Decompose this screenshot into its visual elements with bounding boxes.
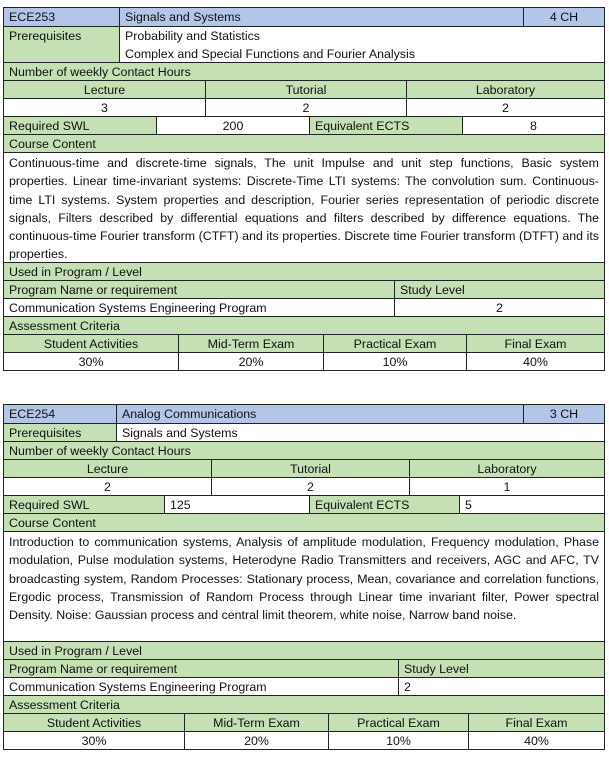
contact-hours-values-row [4,477,604,495]
course-content-text: Continuous-time and discrete-time signals, The unit Impulse and unit step functions, Basic system properties. Linear time-invariant systems: Discrete-Time LTI systems: The convolution sum. Continuous-time LTI systems. System properties and description, Fourier series representation of periodic discrete signals, Filters described by differential equations and filters described by difference equations. The continuous-time Fourier transform (CTFT) and its properties. Discrete time Fourier transform (DTFT) and its properties. [4,153,604,262]
lecture-hours: 3 [4,99,205,116]
course-content-row [4,152,604,262]
lecture-header: Lecture [4,81,205,98]
final-exam-weight: 40% [468,732,604,749]
credit-hours: 4 CH [523,8,604,26]
assessment-header-row [4,334,604,352]
student-activities-weight: 30% [4,353,178,370]
program-values-row [4,298,604,316]
contact-hours-values-row [4,98,604,116]
swl-ects-row [4,116,604,134]
course-content-title-row [4,134,604,152]
swl-value: 200 [156,117,309,134]
study-level: 2 [398,678,604,695]
tutorial-header: Tutorial [211,460,409,477]
contact-hours-label: Number of weekly Contact Hours [4,442,604,459]
laboratory-header: Laboratory [409,460,604,477]
tutorial-header: Tutorial [205,81,406,98]
course-title: Signals and Systems [119,8,523,26]
prerequisites-row [4,423,604,441]
course-content-title-row [4,513,604,531]
swl-label: Required SWL [4,496,164,513]
final-exam-header: Final Exam [466,335,604,352]
prerequisites-row [4,26,604,62]
study-level-header: Study Level [398,660,604,677]
lecture-hours: 2 [4,478,211,495]
program-name: Communication Systems Engineering Program [4,678,398,695]
course-table-ece254 [3,404,605,750]
practical-exam-weight: 10% [323,353,466,370]
practical-exam-header: Practical Exam [323,335,466,352]
assessment-header-row [4,713,604,731]
prerequisite-item: Complex and Special Functions and Fourier Analysis [125,47,415,61]
prerequisites-list [119,27,604,62]
swl-label: Required SWL [4,117,156,134]
assessment-title-row [4,695,604,713]
program-name-header: Program Name or requirement [4,660,398,677]
contact-hours-header-row [4,80,604,98]
program-name-header: Program Name or requirement [4,281,394,298]
credit-hours: 3 CH [523,405,604,423]
student-activities-weight: 30% [4,732,184,749]
final-exam-weight: 40% [466,353,604,370]
contact-hours-label: Number of weekly Contact Hours [4,63,604,80]
lecture-header: Lecture [4,460,211,477]
program-title-row [4,262,604,280]
prerequisite-item: Probability and Statistics [125,29,260,43]
course-content-row [4,531,604,641]
prerequisites-label: Prerequisites [4,424,116,441]
course-content-text: Introduction to communication systems, Analysis of amplitude modulation, Frequency modulation, Phase modulation, Pulse modulation systems, Heterodyne Radio Transmitters and receivers, AGC and AFC, TV broadcasting system, Random Processes: Stationary process, Mean, covariance and correlation functions, Ergodic process, Transmission of Random Process through Linear time invariant filter, Power spectral Density. Noise: Gaussian process and central limit theorem, white noise, Narrow band noise. [4,532,604,641]
course-title: Analog Communications [116,405,523,423]
assessment-values-row [4,731,604,749]
laboratory-hours: 1 [409,478,604,495]
prerequisite-item: Signals and Systems [116,424,604,441]
tutorial-hours: 2 [211,478,409,495]
midterm-exam-header: Mid-Term Exam [184,714,328,731]
contact-hours-header-row [4,459,604,477]
laboratory-header: Laboratory [406,81,604,98]
course-code: ECE253 [4,8,119,26]
prerequisites-label: Prerequisites [4,27,119,62]
program-header-row [4,659,604,677]
midterm-exam-weight: 20% [184,732,328,749]
study-level: 2 [394,299,604,316]
swl-value: 125 [164,496,309,513]
program-label: Used in Program / Level [4,263,604,280]
course-content-label: Course Content [4,514,604,531]
assessment-values-row [4,352,604,370]
final-exam-header: Final Exam [468,714,604,731]
course-content-label: Course Content [4,135,604,152]
student-activities-header: Student Activities [4,714,184,731]
midterm-exam-weight: 20% [178,353,323,370]
course-code: ECE254 [4,405,116,423]
course-table-ece253 [3,7,605,371]
study-level-header: Study Level [394,281,604,298]
student-activities-header: Student Activities [4,335,178,352]
practical-exam-header: Practical Exam [328,714,468,731]
course-header-row [4,8,604,26]
contact-hours-title-row [4,441,604,459]
program-header-row [4,280,604,298]
course-header-row [4,405,604,423]
program-values-row [4,677,604,695]
assessment-label: Assessment Criteria [4,696,604,713]
contact-hours-title-row [4,62,604,80]
ects-label: Equivalent ECTS [309,117,462,134]
practical-exam-weight: 10% [328,732,468,749]
midterm-exam-header: Mid-Term Exam [178,335,323,352]
ects-label: Equivalent ECTS [309,496,459,513]
assessment-label: Assessment Criteria [4,317,604,334]
program-label: Used in Program / Level [4,642,604,659]
tutorial-hours: 2 [205,99,406,116]
assessment-title-row [4,316,604,334]
ects-value: 5 [459,496,604,513]
swl-ects-row [4,495,604,513]
program-name: Communication Systems Engineering Program [4,299,394,316]
program-title-row [4,641,604,659]
laboratory-hours: 2 [406,99,604,116]
ects-value: 8 [462,117,604,134]
